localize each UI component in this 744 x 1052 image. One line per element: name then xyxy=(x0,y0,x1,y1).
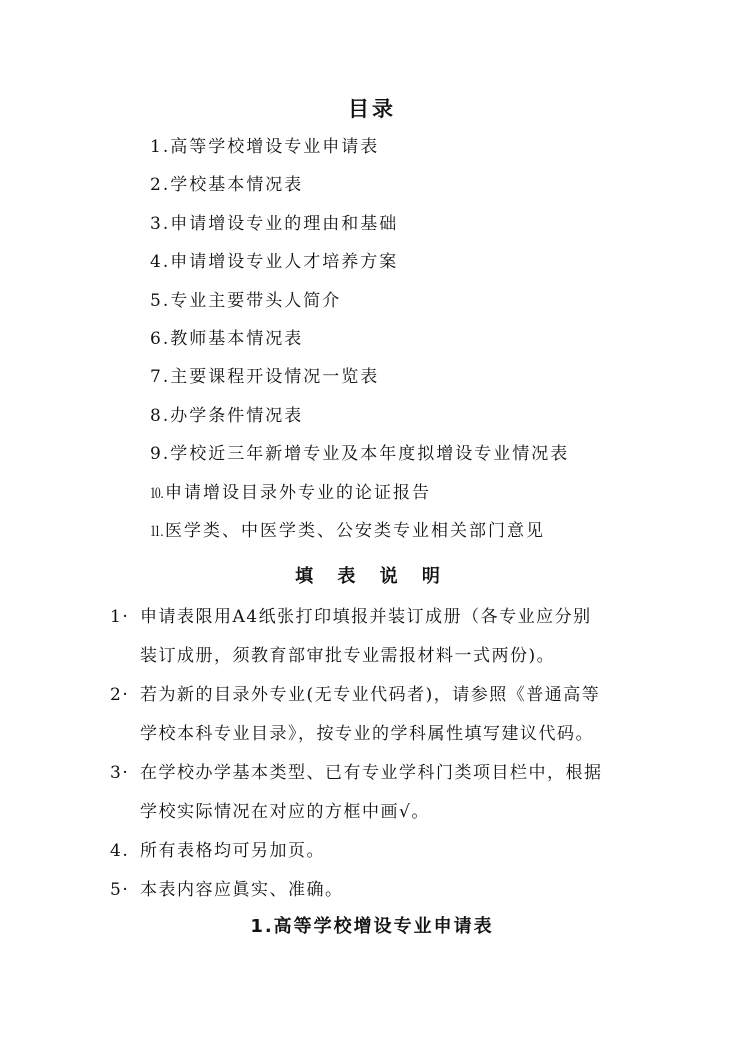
toc-item-text: 学校近三年新增专业及本年度拟增设专业情况表 xyxy=(170,444,570,465)
toc-item xyxy=(150,282,569,320)
toc-item xyxy=(150,512,569,550)
toc-item-number: ⒒ xyxy=(150,523,163,540)
toc-item xyxy=(150,128,569,166)
note-marker: 3· xyxy=(110,763,130,783)
toc-item-text: 办学条件情况表 xyxy=(170,405,304,426)
toc-item xyxy=(150,397,569,435)
note-item xyxy=(110,871,650,910)
note-marker: 4. xyxy=(110,841,130,861)
toc-item-text: 申请增设目录外专业的论证报告 xyxy=(165,482,431,503)
note-line-continued: 学校实际情况在对应的方框中画√。 xyxy=(140,802,430,822)
toc-item-number: 7. xyxy=(150,367,171,388)
toc-item xyxy=(150,474,569,512)
toc-item xyxy=(150,358,569,396)
note-marker: 2· xyxy=(110,685,130,705)
note-line xyxy=(110,832,650,871)
toc-item-number: 8. xyxy=(150,405,171,426)
note-item xyxy=(110,676,650,754)
note-item xyxy=(110,598,650,676)
toc-item-text: 主要课程开设情况一览表 xyxy=(170,367,380,388)
toc-item-number: ⒑ xyxy=(150,485,163,502)
toc-item-number: 2. xyxy=(150,175,171,196)
note-line xyxy=(110,598,650,637)
note-text: 若为新的目录外专业(无专业代码者)，请参照《普通高等 xyxy=(140,685,601,705)
toc-list xyxy=(150,128,569,550)
toc-item-text: 高等学校增设专业申请表 xyxy=(170,137,380,157)
note-line-continued: 学校本科专业目录》，按专业的学科属性填写建议代码。 xyxy=(140,724,594,744)
toc-item xyxy=(150,166,569,204)
toc-item xyxy=(150,320,569,358)
note-item xyxy=(110,832,650,871)
toc-item-text: 医学类、中医学类、公安类专业相关部门意见 xyxy=(165,520,545,541)
note-line xyxy=(110,871,650,910)
note-marker: 1· xyxy=(110,607,130,627)
toc-item-text: 专业主要带头人简介 xyxy=(170,290,342,311)
toc-item-number: 9. xyxy=(150,444,171,465)
toc-item-number: 1. xyxy=(150,137,171,157)
toc-item-text: 申请增设专业的理由和基础 xyxy=(170,213,399,234)
notes-title: 填 表 说 明 xyxy=(295,566,449,587)
toc-item xyxy=(150,205,569,243)
note-text: 所有表格均可另加页。 xyxy=(140,841,325,861)
notes-list xyxy=(110,598,650,910)
toc-item-text: 教师基本情况表 xyxy=(170,328,304,349)
note-text: 申请表限用A4纸张打印填报并装订成册（各专业应分别 xyxy=(140,607,592,627)
toc-title: 目录 xyxy=(348,97,396,121)
note-line xyxy=(110,754,650,793)
note-line-continued: 装订成册，须教育部审批专业需报材料一式两份)。 xyxy=(140,646,556,666)
toc-item-number: 3. xyxy=(150,213,171,234)
toc-item-text: 申请增设专业人才培养方案 xyxy=(170,252,399,273)
note-marker: 5· xyxy=(110,880,130,900)
toc-item-number: 4. xyxy=(150,252,171,273)
section-title: 1.高等学校增设专业申请表 xyxy=(250,916,494,937)
note-text: 在学校办学基本类型、已有专业学科门类项目栏中，根据 xyxy=(140,763,603,783)
toc-item-number: 6. xyxy=(150,328,171,349)
note-line xyxy=(110,676,650,715)
toc-item-text: 学校基本情况表 xyxy=(170,175,304,196)
toc-item xyxy=(150,435,569,473)
toc-item xyxy=(150,243,569,281)
note-text: 本表内容应眞实、准确。 xyxy=(140,880,344,900)
toc-item-number: 5. xyxy=(150,290,171,311)
note-item xyxy=(110,754,650,832)
